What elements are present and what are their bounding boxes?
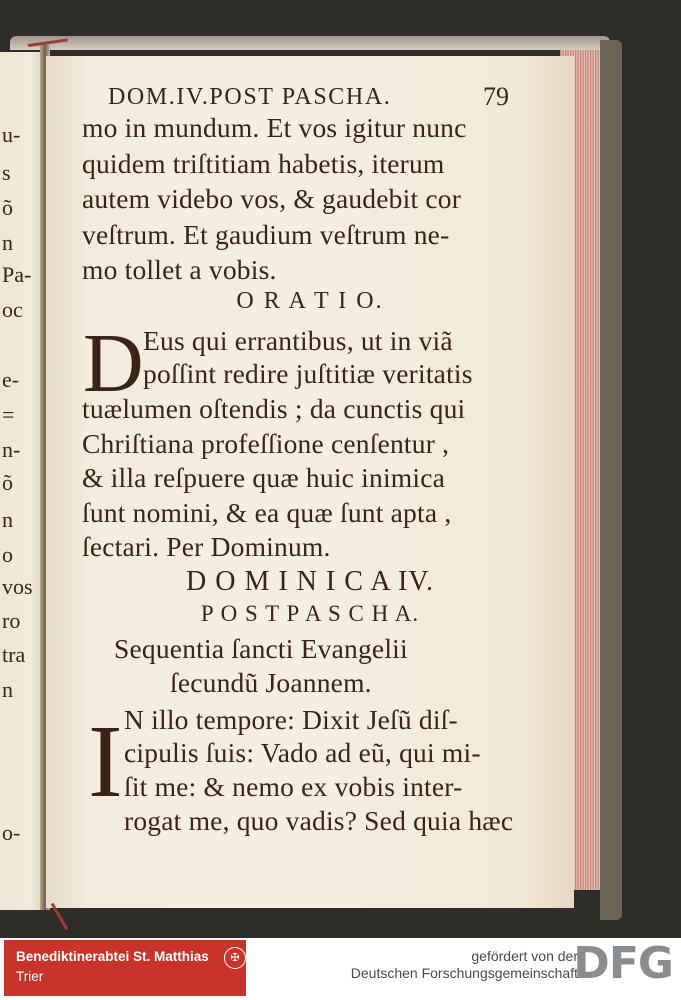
text-line: tuælumen oſtendis ; da cunctis qui xyxy=(82,393,466,424)
library-name: Benediktinerabtei St. Matthias xyxy=(16,949,209,964)
dominica-heading: D O M I N I C A IV. xyxy=(186,566,434,597)
left-page-fragment: n- xyxy=(2,437,21,462)
text-line: Eus qui errantibus, ut in viã xyxy=(143,325,453,356)
left-page xyxy=(0,52,44,910)
left-page-fragment: u- xyxy=(2,122,21,147)
page-number: 79 xyxy=(483,82,509,111)
left-page-fragment: o- xyxy=(2,820,21,845)
book-top-edge xyxy=(10,36,610,50)
left-page-fragment: o xyxy=(2,542,13,567)
left-page-fragment: n xyxy=(2,230,13,255)
left-page-fragment: n xyxy=(2,677,13,702)
text-line: autem videbo vos, & gaudebit cor xyxy=(82,183,462,214)
left-page-fragment: e- xyxy=(2,367,20,392)
text-line: ſunt nomini, & ea quæ ſunt apta , xyxy=(82,497,452,528)
text-line: quidem triſtitiam habetis, iterum xyxy=(82,148,445,179)
text-line: Sequentia ſancti Evangelii xyxy=(114,633,408,664)
library-city: Trier xyxy=(16,969,44,984)
text-line: poſſint redire juſtitiæ veritatis xyxy=(143,358,473,389)
text-line: N illo tempore: Dixit Jeſũ diſ- xyxy=(124,704,458,735)
running-head: DOM.IV.POST PASCHA. xyxy=(108,84,392,110)
left-page-fragment: õ xyxy=(2,470,13,495)
text-line: Chriſtiana profeſſione cenſentur , xyxy=(82,428,450,459)
text-line: ſit me: & nemo ex vobis inter- xyxy=(124,771,463,802)
text-line: cipulis ſuis: Vado ad eũ, qui mi- xyxy=(124,737,481,768)
text-line: mo tollet a vobis. xyxy=(82,254,277,285)
drop-cap-d: D xyxy=(83,317,144,410)
left-page-fragment: Pa- xyxy=(2,262,32,287)
oratio-heading: O R A T I O. xyxy=(236,288,384,314)
text-line: & illa reſpuere quæ huic inimica xyxy=(82,462,446,493)
left-page-fragment: s xyxy=(2,160,11,185)
text-line: veſtrum. Et gaudium veſtrum ne- xyxy=(82,219,450,250)
left-page-fragment: õ xyxy=(2,195,13,220)
library-badge[interactable] xyxy=(4,940,246,996)
text-line: rogat me, quo vadis? Sed quia hæc xyxy=(124,805,514,836)
left-page-fragment: oc xyxy=(2,297,23,322)
text-line: mo in mundum. Et vos igitur nunc xyxy=(82,112,467,143)
drop-cap-i: I xyxy=(88,704,123,819)
funding-line-1: gefördert von der xyxy=(471,948,578,964)
left-page-fragment: vos xyxy=(2,574,33,599)
post-pascha-heading: P O S T P A S C H A. xyxy=(200,601,420,626)
dfg-logo[interactable]: DFG xyxy=(573,938,673,989)
left-page-fragment: n xyxy=(2,507,13,532)
left-page-fragment: ro xyxy=(2,608,21,633)
text-line: ſecundũ Joannem. xyxy=(170,667,372,698)
book-cover-board xyxy=(600,40,622,920)
funding-line-2: Deutschen Forschungsgemeinschaft xyxy=(350,965,578,981)
left-page-fragment: = xyxy=(2,402,15,427)
footer-bar xyxy=(0,938,681,1000)
left-page-fragment: tra xyxy=(2,642,26,667)
text-line: ſectari. Per Dominum. xyxy=(82,531,331,562)
abbey-emblem-icon: ✠ xyxy=(224,947,246,969)
